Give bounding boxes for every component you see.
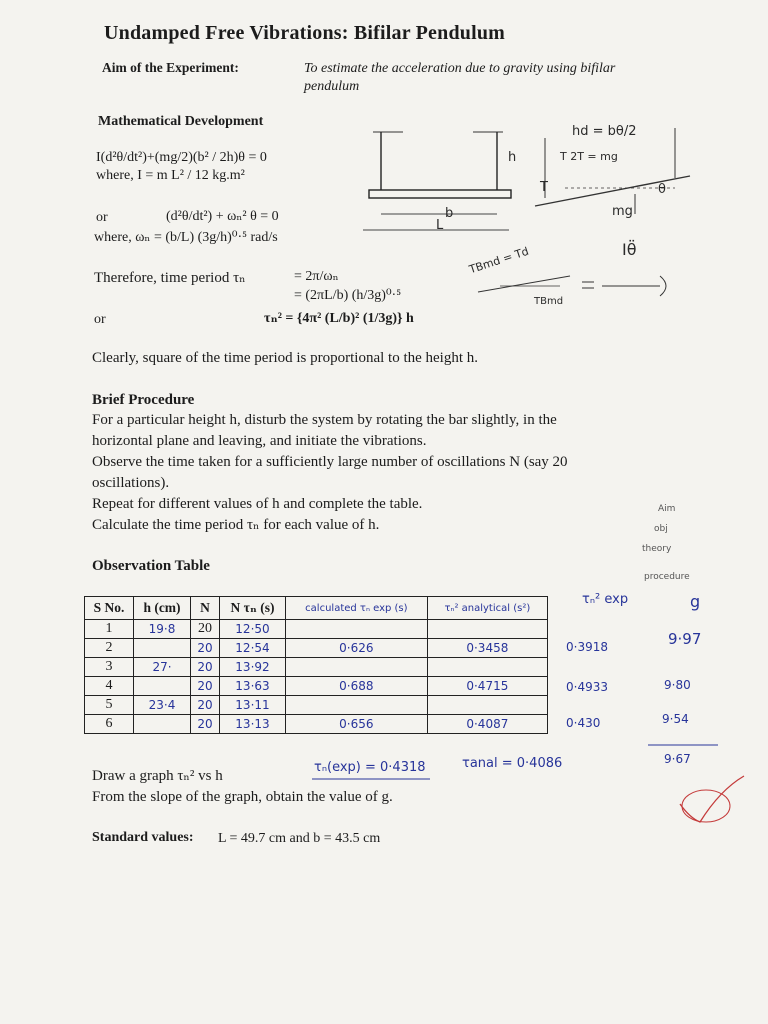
cell-ntau: 13·11 [219,696,285,715]
cell-ntau: 13·13 [219,715,285,734]
side-value-2: 0·4933 [566,680,608,694]
diagram-h-label: h [508,150,517,165]
cell-h [133,677,190,696]
table-row [85,715,548,734]
or-1: or [96,210,108,225]
side-g-2: 9·80 [664,678,691,692]
observation-table [84,596,548,734]
top-note-theory: theory [642,544,672,554]
aim-label: Aim of the Experiment: [102,60,239,75]
table-header-row [85,597,548,620]
top-note-obj: obj [654,524,668,534]
equation-5: τₙ² = {4π² (L/b)² (1/3g)} h [264,311,414,326]
side-value-1: 0·3918 [566,640,608,654]
cell-sno: 5 [85,696,134,715]
diagram-theta-label: θ [658,182,666,197]
equation-4: = (2πL/b) (h/3g)⁰·⁵ [294,288,402,303]
equation-2-where: where, ωₙ = (b/L) (3g/h)⁰·⁵ rad/s [94,230,278,245]
page-title: Undamped Free Vibrations: Bifilar Pendulum [104,22,506,44]
cell-tau2: 0·3458 [427,639,547,658]
summary-tau-exp: τₙ(exp) = 0·4318 [314,760,426,775]
cell-tau-exp: 0·626 [286,639,428,658]
cell-tau2: 0·4087 [427,715,547,734]
summary-tau-anal: τanal = 0·4086 [462,756,563,771]
col-header-h: h (cm) [133,597,190,620]
cell-tau2 [427,658,547,677]
procedure-line-2: horizontal plane and leaving, and initiate the vibrations. [92,433,427,449]
side-underline [648,742,718,748]
math-heading: Mathematical Development [98,114,264,129]
cell-ntau: 13·92 [219,658,285,677]
therefore-label: Therefore, time period τₙ [94,270,246,286]
top-note-procedure: procedure [644,572,690,582]
col-header-tau2-analytical: τₙ² analytical (s²) [427,597,547,620]
cell-ntau: 13·63 [219,677,285,696]
cell-h [133,639,190,658]
summary-underline [312,776,432,782]
cell-n: 20 [191,696,220,715]
cell-sno: 1 [85,620,134,639]
clearly-statement: Clearly, square of the time period is proportional to the height h. [92,350,479,366]
diagram-t-label: T [540,180,548,195]
procedure-line-5: Repeat for different values of h and complete the table. [92,496,423,512]
cell-sno: 2 [85,639,134,658]
cell-n: 20 [191,677,220,696]
graph-instruction-1: Draw a graph τₙ² vs h [92,768,223,784]
table-row [85,620,548,639]
table-row [85,658,548,677]
table-row [85,639,548,658]
col-header-n: N [191,597,220,620]
side-col-head: τₙ² exp [582,592,629,607]
standard-values-text: L = 49.7 cm and b = 43.5 cm [218,831,381,846]
col-header-sno: S No. [85,597,134,620]
cell-n: 20 [191,715,220,734]
cell-h: 19·8 [133,620,190,639]
table-row [85,677,548,696]
diagram-tension-label: T 2T = mg [560,150,618,163]
grading-tick-icon [670,770,750,830]
side-g-4: 9·67 [664,752,691,766]
aim-text: To estimate the acceleration due to gravity using bifilar pendulum [304,61,616,94]
cell-n: 20 [191,620,220,639]
cell-tau2 [427,620,547,639]
graph-instruction-2: From the slope of the graph, obtain the value of g. [92,789,393,805]
side-value-3: 0·430 [566,716,601,730]
cell-tau-exp [286,658,428,677]
diagram-torque-label: TBmd = Td [467,244,531,277]
observation-heading: Observation Table [92,558,210,574]
diagram-hd-label: hd = bθ/2 [572,124,637,139]
col-header-tau-exp: calculated τₙ exp (s) [286,597,428,620]
standard-values-label: Standard values: [92,830,194,845]
diagram-b-label: b [445,206,454,221]
pendulum-diagram [355,120,515,240]
cell-h: 27· [133,658,190,677]
table-row [85,696,548,715]
cell-tau-exp: 0·688 [286,677,428,696]
cell-tau-exp: 0·656 [286,715,428,734]
side-g-1: 9·97 [668,630,702,648]
cell-sno: 6 [85,715,134,734]
equation-3: = 2π/ωₙ [294,269,339,284]
equation-1-where: where, I = m L² / 12 kg.m² [96,168,245,183]
cell-ntau: 12·54 [219,639,285,658]
equation-2: (d²θ/dt²) + ωₙ² θ = 0 [166,209,279,224]
torque-diagram [470,262,690,312]
diagram-tbmd-label: TBmd [534,296,564,307]
cell-tau-exp [286,696,428,715]
col-header-ntau: N τₙ (s) [219,597,285,620]
diagram-i-theta-label: Iθ̈ [622,240,637,259]
cell-h [133,715,190,734]
cell-sno: 4 [85,677,134,696]
cell-n: 20 [191,639,220,658]
procedure-line-4: oscillations). [92,475,170,491]
cell-h: 23·4 [133,696,190,715]
or-2: or [94,312,106,327]
cell-tau2 [427,696,547,715]
diagram-l-label: L [436,218,444,233]
cell-tau-exp [286,620,428,639]
cell-ntau: 12·50 [219,620,285,639]
procedure-line-6: Calculate the time period τₙ for each value of h. [92,517,380,533]
procedure-line-1: For a particular height h, disturb the system by rotating the bar slightly, in the [92,412,557,428]
top-note-aim: Aim [658,504,676,514]
side-g-3: 9·54 [662,712,689,726]
procedure-line-3: Observe the time taken for a sufficiently large number of oscillations N (say 20 [92,454,568,470]
cell-n: 20 [191,658,220,677]
diagram-mg-label: mg [612,204,633,219]
procedure-heading: Brief Procedure [92,392,195,408]
equation-1: I(d²θ/dt²)+(mg/2)(b² / 2h)θ = 0 [96,150,267,165]
side-col-g: g [690,592,701,611]
cell-tau2: 0·4715 [427,677,547,696]
cell-sno: 3 [85,658,134,677]
